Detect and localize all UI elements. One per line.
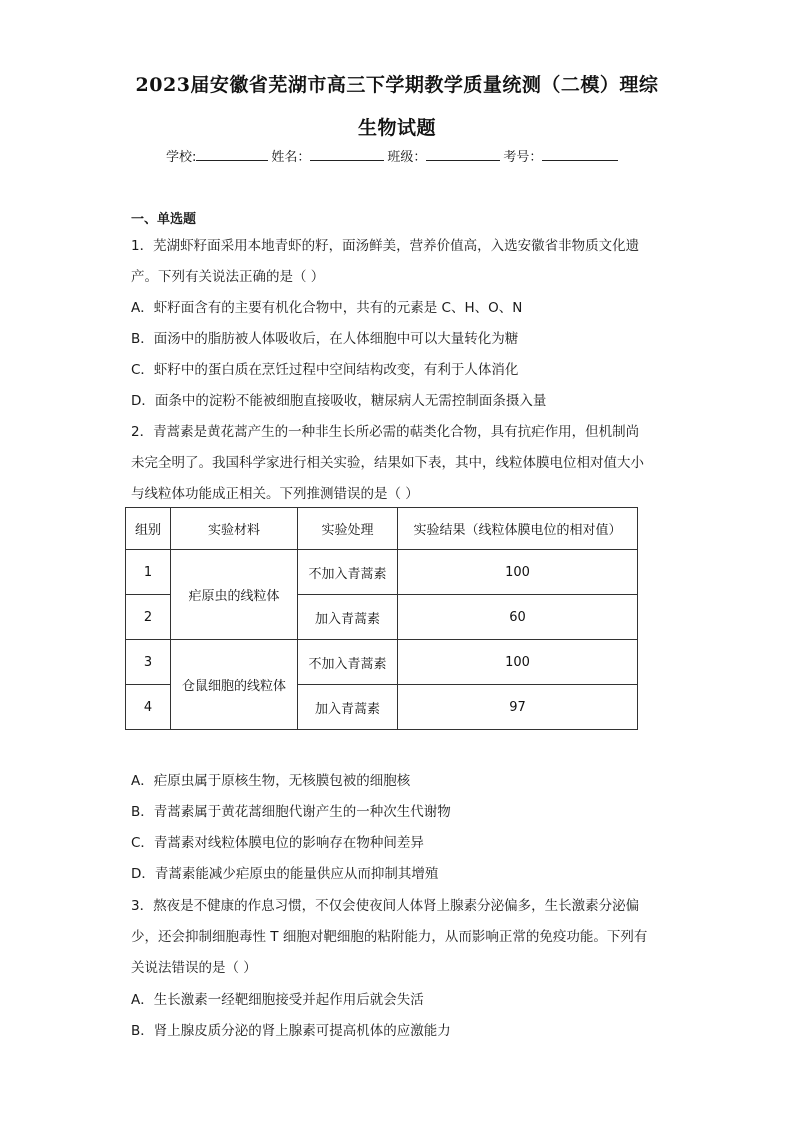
q1-option-a: A．虾籽面含有的主要有机化合物中，共有的元素是 C、H、O、N — [131, 300, 523, 316]
name-blank[interactable] — [310, 146, 384, 161]
student-info-row — [166, 146, 621, 165]
q1-option-b: B．面汤中的脂肪被人体吸收后，在人体细胞中可以大量转化为糖 — [131, 331, 519, 347]
cell-result: 60 — [398, 595, 638, 640]
name-label: 姓名： — [271, 150, 311, 165]
cell-group: 2 — [126, 595, 171, 640]
table-row — [126, 640, 638, 685]
cell-result: 100 — [398, 640, 638, 685]
cell-group: 1 — [126, 550, 171, 595]
q3-stem-line3: 关说法错误的是（ ） — [131, 960, 257, 976]
q1-option-d: D．面条中的淀粉不能被细胞直接吸收，糖尿病人无需控制面条摄入量 — [131, 393, 547, 409]
q2-option-d: D．青蒿素能减少疟原虫的能量供应从而抑制其增殖 — [131, 866, 439, 882]
cell-result: 97 — [398, 685, 638, 730]
cell-group: 4 — [126, 685, 171, 730]
header-group: 组别 — [126, 508, 171, 550]
q2-stem-line2: 未完全明了。我国科学家进行相关实验，结果如下表，其中，线粒体膜电位相对值大小 — [131, 455, 644, 471]
q3-option-a: A．生长激素一经靶细胞接受并起作用后就会失活 — [131, 992, 424, 1008]
cell-group: 3 — [126, 640, 171, 685]
cell-treatment: 不加入青蒿素 — [298, 640, 398, 685]
header-treatment: 实验处理 — [298, 508, 398, 550]
school-blank[interactable] — [196, 146, 268, 161]
q2-option-c: C．青蒿素对线粒体膜电位的影响存在物种间差异 — [131, 835, 424, 851]
q1-option-c: C．虾籽中的蛋白质在烹饪过程中空间结构改变，有利于人体消化 — [131, 362, 519, 378]
cell-treatment: 加入青蒿素 — [298, 685, 398, 730]
section-heading: 一、单选题 — [131, 212, 197, 227]
q2-stem-line1: 2．青蒿素是黄花蒿产生的一种非生长所必需的萜类化合物，具有抗疟作用，但机制尚 — [131, 424, 640, 440]
q3-stem-line1: 3．熬夜是不健康的作息习惯，不仅会使夜间人体肾上腺素分泌偏多，生长激素分泌偏 — [131, 898, 640, 914]
class-label: 班级： — [387, 150, 427, 165]
q3-option-b: B．肾上腺皮质分泌的肾上腺素可提高机体的应激能力 — [131, 1023, 451, 1039]
q2-stem-line3: 与线粒体功能成正相关。下列推测错误的是（ ） — [131, 486, 419, 502]
exam-subtitle: 生物试题 — [357, 117, 436, 139]
school-label: 学校: — [166, 150, 197, 165]
exam-number-blank[interactable] — [542, 146, 618, 161]
cell-treatment: 不加入青蒿素 — [298, 550, 398, 595]
q1-stem-line1: 1．芜湖虾籽面采用本地青虾的籽，面汤鲜美，营养价值高，入选安徽省非物质文化遗 — [131, 238, 640, 254]
cell-material: 疟原虫的线粒体 — [171, 550, 298, 640]
class-blank[interactable] — [426, 146, 500, 161]
cell-treatment: 加入青蒿素 — [298, 595, 398, 640]
table-row — [126, 550, 638, 595]
exam-number-label: 考号： — [503, 150, 543, 165]
cell-result: 100 — [398, 550, 638, 595]
q3-stem-line2: 少，还会抑制细胞毒性 T 细胞对靶细胞的粘附能力，从而影响正常的免疫功能。下列有 — [131, 929, 648, 945]
table-header-row — [126, 508, 638, 550]
experiment-table — [125, 507, 638, 730]
header-result: 实验结果（线粒体膜电位的相对值） — [398, 508, 638, 550]
q2-option-b: B．青蒿素属于黄花蒿细胞代谢产生的一种次生代谢物 — [131, 804, 451, 820]
header-material: 实验材料 — [171, 508, 298, 550]
exam-title: 2023届安徽省芜湖市高三下学期教学质量统测（二模）理综 — [135, 74, 659, 96]
q1-stem-line2: 产。下列有关说法正确的是（ ） — [131, 269, 325, 285]
q2-option-a: A．疟原虫属于原核生物，无核膜包被的细胞核 — [131, 773, 411, 789]
cell-material: 仓鼠细胞的线粒体 — [171, 640, 298, 730]
